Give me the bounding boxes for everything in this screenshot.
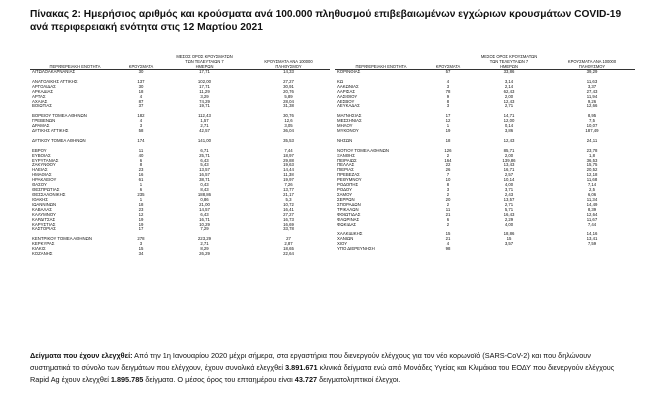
cases-value: 4 bbox=[446, 79, 450, 84]
per-100k-value: 27,43 bbox=[586, 89, 598, 94]
cases-value: 17 bbox=[138, 227, 144, 232]
avg-7d-value: 4,00 bbox=[504, 183, 514, 188]
table-row bbox=[30, 252, 330, 257]
avg-header-line2: ΤΩΝ ΤΕΛΕΥΤΑΙΩΝ 7 bbox=[489, 59, 529, 64]
avg-7d-value: 139,86 bbox=[502, 158, 516, 163]
cases-value: 2 bbox=[446, 202, 450, 207]
per-100k-value: 14,44 bbox=[283, 168, 294, 173]
avg-7d-value: 3,29 bbox=[200, 94, 209, 99]
region-name: ΒΟΡΕΙΟΥ ΤΟΜΕΑ ΑΘΗΝΩΝ bbox=[32, 114, 87, 119]
cases-value: 19 bbox=[445, 129, 451, 134]
region-name: ΖΑΚΥΝΘΟΥ bbox=[32, 163, 56, 168]
cases-value: 19 bbox=[138, 222, 144, 227]
cases-value: 61 bbox=[138, 178, 144, 183]
per-100k-value: 9,26 bbox=[587, 99, 597, 104]
region-name: ΕΒΡΟΥ bbox=[32, 148, 47, 153]
per-100k-value: 14,49 bbox=[586, 202, 598, 207]
cases-value: 34 bbox=[138, 252, 144, 257]
per-100k-value: 2,5 bbox=[589, 188, 595, 193]
region-name: ΚΕΡΚΥΡΑΣ bbox=[32, 242, 55, 247]
avg-header-line2: ΤΩΝ ΤΕΛΕΥΤΑΙΩΝ 7 bbox=[185, 59, 224, 64]
avg-7d-value: 11,29 bbox=[199, 89, 210, 94]
region-name: ΓΡΕΒΕΝΩΝ bbox=[32, 119, 56, 124]
per-100k-value: 11,67 bbox=[586, 217, 598, 222]
avg-7d-value: 14,57 bbox=[199, 207, 210, 212]
region-name: ΑΡΤΑΣ bbox=[32, 94, 46, 99]
region-name: ΚΕΝΤΡΙΚΟΥ ΤΟΜΕΑ ΑΘΗΝΩΝ bbox=[32, 237, 92, 242]
region-name: ΛΕΣΒΟΥ bbox=[337, 99, 355, 104]
region-name: ΠΕΛΛΑΣ bbox=[337, 163, 355, 168]
region-name: ΔΥΤΙΚΗΣ ΑΤΤΙΚΗΣ bbox=[32, 129, 69, 134]
per-100k-value: 11,34 bbox=[586, 197, 598, 202]
region-name: ΙΩΑΝΝΙΝΩΝ bbox=[32, 202, 57, 207]
region-name: ΑΙΤΩΛΟΑΚΑΡΝΑΝΙΑΣ bbox=[32, 69, 76, 74]
left-table bbox=[30, 54, 330, 257]
cases-value: 57 bbox=[445, 69, 451, 74]
region-name: ΚΑΛΥΜΝΟΥ bbox=[32, 212, 56, 217]
avg-header-line1: ΜΕΣΟΣ ΟΡΟΣ ΚΡΟΥΣΜΑΤΩΝ bbox=[480, 54, 538, 59]
region-name: ΡΟΔΟΠΗΣ bbox=[337, 183, 359, 188]
page-title: Πίνακας 2: Ημερήσιος αριθμός και κρούσματα ανά 100.000 πληθυσμού επιβεβαιωμένων εγχώριων κρουσμάτων COVID-19 ανά περιφερειακή ενότητα στις 12 Μαρτίου 2021 bbox=[30, 9, 622, 33]
cases-value: 2 bbox=[446, 192, 450, 197]
cases-value: 23 bbox=[138, 207, 144, 212]
region-name: ΕΥΡΥΤΑΝΙΑΣ bbox=[32, 158, 59, 163]
avg-7d-value: 16,71 bbox=[199, 217, 210, 222]
per-100k-value: 36,53 bbox=[586, 158, 598, 163]
region-name: ΧΙΟΥ bbox=[337, 242, 348, 247]
per-100k-value: 7,59 bbox=[587, 242, 597, 247]
cases-value: 278 bbox=[137, 237, 145, 242]
cases-value: 126 bbox=[444, 148, 452, 153]
per-100k-value: 14,33 bbox=[283, 69, 294, 74]
tests-lead: Δείγματα που έχουν ελεγχθεί: bbox=[30, 351, 133, 360]
avg-7d-value: 74,29 bbox=[199, 99, 210, 104]
avg-7d-value: 19,71 bbox=[199, 104, 210, 109]
right-table bbox=[335, 54, 635, 252]
cases-value: 9 bbox=[446, 94, 450, 99]
avg-7d-value: 3,71 bbox=[504, 188, 514, 193]
per-header-line2: ΠΛΗΘΥΣΜΟΥ bbox=[247, 64, 330, 70]
region-name: ΠΡΕΒΕΖΑΣ bbox=[337, 173, 360, 178]
region-name: ΛΕΥΚΑΔΑΣ bbox=[337, 104, 360, 109]
cases-value: 3 bbox=[446, 84, 450, 89]
per-100k-value: 3,05 bbox=[284, 124, 293, 129]
region-name: ΦΘΙΩΤΙΔΑΣ bbox=[337, 212, 361, 217]
cases-value: 6 bbox=[446, 217, 450, 222]
rapid-tests-count: 1.895.785 bbox=[110, 374, 144, 384]
region-name: ΧΑΛΚΙΔΙΚΗΣ bbox=[337, 232, 363, 237]
per-100k-value: 20,52 bbox=[586, 168, 598, 173]
avg-7d-value: 3,86 bbox=[504, 129, 514, 134]
region-name: ΗΜΑΘΙΑΣ bbox=[32, 173, 52, 178]
region-name: ΔΡΑΜΑΣ bbox=[32, 124, 50, 129]
cases-value: 20 bbox=[445, 197, 451, 202]
cases-value: 98 bbox=[445, 247, 451, 252]
region-name: ΝΟΤΙΟΥ ΤΟΜΕΑ ΑΘΗΝΩΝ bbox=[337, 148, 389, 153]
region-name: ΚΟΡΙΝΘΙΑΣ bbox=[337, 69, 361, 74]
per-100k-value: 16,69 bbox=[283, 222, 294, 227]
per-100k-value: 36,04 bbox=[283, 129, 294, 134]
cases-value: 6 bbox=[139, 188, 143, 193]
region-name: ΚΙΛΚΙΣ bbox=[32, 247, 46, 252]
avg-7d-value: 6,43 bbox=[200, 158, 209, 163]
per-100k-value: 6,06 bbox=[587, 192, 597, 197]
cases-value: 6 bbox=[139, 158, 143, 163]
cases-value: 1 bbox=[139, 197, 143, 202]
pe-header: ΠΕΡΙΦΕΡΕΙΑΚΗ ΕΝΟΤΗΤΑ bbox=[30, 64, 120, 70]
tests-paragraph bbox=[30, 350, 620, 385]
per-100k-value: 10,72 bbox=[283, 202, 294, 207]
per-100k-value: 1,8 bbox=[589, 153, 595, 158]
avg-7d-value: 26,29 bbox=[199, 252, 210, 257]
avg-7d-value: 2,00 bbox=[504, 153, 514, 158]
avg-7d-value: 3,14 bbox=[504, 79, 514, 84]
region-name: ΘΑΣΟΥ bbox=[32, 183, 47, 188]
avg-7d-value: 12,43 bbox=[503, 138, 515, 143]
region-name: ΙΘΑΚΗΣ bbox=[32, 197, 48, 202]
cases-value: 23 bbox=[138, 168, 144, 173]
per-100k-value: 29,88 bbox=[283, 158, 294, 163]
avg-7d-value: 102,00 bbox=[197, 79, 212, 84]
avg-7d-value: 5,43 bbox=[200, 163, 209, 168]
per-100k-value: 11,63 bbox=[586, 79, 598, 84]
avg-7d-value: 10,14 bbox=[503, 178, 515, 183]
cases-value: 2 bbox=[446, 153, 450, 158]
region-name: ΠΙΕΡΙΑΣ bbox=[337, 168, 354, 173]
cases-value: 7 bbox=[446, 173, 450, 178]
cases-header: ΚΡΟΥΣΜΑΤΑ bbox=[427, 64, 469, 70]
avg-7d-value: 141,00 bbox=[197, 138, 212, 143]
cases-value: 10 bbox=[445, 178, 451, 183]
avg-7d-value: 16,71 bbox=[503, 168, 515, 173]
avg-header-line3: ΗΜΕΡΩΝ bbox=[469, 64, 549, 70]
avg-7d-value: 7,29 bbox=[200, 227, 209, 232]
avg-7d-value bbox=[469, 247, 549, 252]
per-header-line1: ΚΡΟΥΣΜΑΤΑ ΑΝΑ 100000 bbox=[567, 59, 617, 64]
tests-text-2: κλινικά δείγματα ενώ από Μονάδες Υγείας και Κλιμάκια του ΕΟΔΥ που διενεργούν ελέγχους Rapid Ag έχουν ελεγχθεί bbox=[30, 362, 615, 384]
per-100k-value: 27,27 bbox=[283, 212, 294, 217]
cases-value: 30 bbox=[138, 84, 144, 89]
per-100k-value: 12,66 bbox=[586, 104, 598, 109]
cases-value: 182 bbox=[137, 114, 145, 119]
region-name: ΥΠΟ ΔΙΕΡΕΥΝΗΣΗ bbox=[337, 247, 375, 252]
cases-value: 4 bbox=[139, 119, 143, 124]
avg-7d-value: 17,71 bbox=[199, 84, 210, 89]
per-100k-value: 21,17 bbox=[283, 192, 294, 197]
per-100k-value: 27 bbox=[286, 237, 291, 242]
avg-7d-value: 13,57 bbox=[503, 197, 515, 202]
avg-7d-value: 6,71 bbox=[200, 148, 209, 153]
per-100k-value: 7,5 bbox=[589, 119, 595, 124]
avg-7d-value: 2,71 bbox=[200, 242, 209, 247]
region-name: ΑΡΚΑΔΙΑΣ bbox=[32, 89, 54, 94]
avg-header-line1: ΜΕΣΟΣ ΟΡΟΣ ΚΡΟΥΣΜΑΤΩΝ bbox=[176, 54, 233, 59]
per-100k-value: 16,73 bbox=[283, 217, 294, 222]
per-100k-value: 8,39 bbox=[587, 207, 597, 212]
cases-value: 21 bbox=[445, 212, 451, 217]
pe-header: ΠΕΡΙΦΕΡΕΙΑΚΗ ΕΝΟΤΗΤΑ bbox=[335, 64, 427, 70]
per-header-line2: ΠΛΗΘΥΣΜΟΥ bbox=[549, 64, 635, 70]
cases-value: 2 bbox=[446, 222, 450, 227]
cases-value: 3 bbox=[446, 188, 450, 193]
region-name: ΔΥΤΙΚΟΥ ΤΟΜΕΑ ΑΘΗΝΩΝ bbox=[32, 138, 86, 143]
avg-7d-value: 12,00 bbox=[503, 119, 515, 124]
cases-value: 12 bbox=[138, 212, 144, 217]
cases-value: 11 bbox=[138, 148, 144, 153]
region-name: ΡΟΔΟΥ bbox=[337, 188, 352, 193]
per-100k-value: 7,26 bbox=[284, 183, 293, 188]
per-100k-value: 23,78 bbox=[586, 148, 598, 153]
region-name: ΤΡΙΚΑΛΩΝ bbox=[337, 207, 359, 212]
avg-7d-value: 2,71 bbox=[200, 124, 209, 129]
cases-value: 18 bbox=[445, 138, 451, 143]
per-100k-value: 31,38 bbox=[283, 104, 294, 109]
cases-value: 15 bbox=[138, 247, 144, 252]
cases-value: 164 bbox=[444, 158, 452, 163]
region-name: ΑΧΑΪΑΣ bbox=[32, 99, 48, 104]
table-row bbox=[335, 247, 635, 252]
per-100k-value: 5,3 bbox=[285, 197, 292, 202]
region-name: ΚΑΡΔΙΤΣΑΣ bbox=[32, 217, 56, 222]
region-name: ΜΗΛΟΥ bbox=[337, 124, 353, 129]
per-100k-value: 30,76 bbox=[283, 114, 294, 119]
clinical-samples-count: 3.891.671 bbox=[285, 362, 318, 372]
region-name: ΑΡΓΟΛΙΔΑΣ bbox=[32, 84, 56, 89]
per-100k-value: 12,64 bbox=[586, 212, 598, 217]
per-header-line1: ΚΡΟΥΣΜΑΤΑ ΑΝΑ 100000 bbox=[264, 59, 313, 64]
cases-value: 8 bbox=[446, 99, 450, 104]
avg-header-line3: ΗΜΕΡΩΝ bbox=[162, 64, 247, 70]
cases-value: 137 bbox=[137, 79, 145, 84]
avg-7d-value: 0,43 bbox=[200, 183, 209, 188]
region-name: ΜΑΓΝΗΣΙΑΣ bbox=[337, 114, 362, 119]
per-100k-value: 22,64 bbox=[283, 252, 294, 257]
per-100k-value: 7,44 bbox=[284, 148, 293, 153]
cases-header: ΚΡΟΥΣΜΑΤΑ bbox=[120, 64, 162, 70]
avg-7d-value: 3,57 bbox=[504, 242, 514, 247]
avg-7d-value: 4,00 bbox=[504, 222, 514, 227]
region-name: ΜΕΣΣΗΝΙΑΣ bbox=[337, 119, 362, 124]
region-name: ΚΑΒΑΛΑΣ bbox=[32, 207, 52, 212]
avg-7d-value: 2,43 bbox=[504, 192, 514, 197]
region-name: ΚΑΡΥΣΤΙΑΣ bbox=[32, 222, 56, 227]
per-100k-value: 13,41 bbox=[586, 237, 598, 242]
cases-value: 87 bbox=[138, 99, 144, 104]
region-name: ΛΑΚΩΝΙΑΣ bbox=[337, 84, 359, 89]
cases-value: 37 bbox=[138, 104, 144, 109]
cases-value: 235 bbox=[137, 192, 145, 197]
cases-value: 18 bbox=[138, 202, 144, 207]
region-name: ΝΗΣΩΝ bbox=[337, 138, 353, 143]
cases-value: 1 bbox=[139, 183, 143, 188]
per-100k-value: 11,94 bbox=[586, 94, 598, 99]
region-name: ΠΕΙΡΑΙΩΣ bbox=[337, 158, 357, 163]
per-100k-value: 8,95 bbox=[587, 114, 597, 119]
region-name: ΦΛΩΡΙΝΑΣ bbox=[337, 217, 360, 222]
cases-value: 4 bbox=[446, 242, 450, 247]
avg-7d-value: 2,71 bbox=[504, 202, 514, 207]
per-100k-value: 11,38 bbox=[283, 173, 294, 178]
region-name: ΗΡΑΚΛΕΙΟΥ bbox=[32, 178, 57, 183]
per-100k-value bbox=[549, 247, 635, 252]
per-100k-value: 12,18 bbox=[586, 173, 598, 178]
region-name: ΣΕΡΡΩΝ bbox=[337, 197, 355, 202]
avg-7d-value: 2,71 bbox=[504, 104, 514, 109]
avg-7d-value: 85,71 bbox=[503, 148, 515, 153]
region-name: ΣΠΟΡΑΔΩΝ bbox=[337, 202, 361, 207]
avg-7d-value: 1,57 bbox=[200, 119, 209, 124]
avg-7d-value: 2,29 bbox=[504, 217, 514, 222]
cases-value: 174 bbox=[137, 138, 145, 143]
region-name: ΛΑΡΙΣΑΣ bbox=[337, 89, 355, 94]
cases-value: 8 bbox=[446, 183, 450, 188]
region-name: ΘΕΣΠΡΩΤΙΑΣ bbox=[32, 188, 60, 193]
avg-7d-value: 0,86 bbox=[200, 197, 209, 202]
avg-7d-value: 16,57 bbox=[199, 173, 210, 178]
cases-value: 19 bbox=[138, 217, 144, 222]
region-name: ΜΥΚΟΝΟΥ bbox=[337, 129, 359, 134]
region-name: ΛΑΣΙΘΙΟΥ bbox=[337, 94, 358, 99]
per-100k-value: 11,68 bbox=[586, 178, 598, 183]
per-100k-value: 35,53 bbox=[283, 138, 294, 143]
per-100k-value: 3,37 bbox=[587, 84, 597, 89]
cases-value: 8 bbox=[139, 163, 143, 168]
region-name: ΡΕΘΥΜΝΟΥ bbox=[337, 178, 362, 183]
per-100k-value: 33,78 bbox=[283, 227, 294, 232]
avg-7d-value: 188,86 bbox=[197, 192, 212, 197]
per-100k-value: 30,91 bbox=[283, 84, 294, 89]
avg-7d-value: 14,71 bbox=[503, 114, 515, 119]
region-name: ΚΟΖΑΝΗΣ bbox=[32, 252, 53, 257]
cases-value: 16 bbox=[138, 173, 144, 178]
avg-7d-value: 33,86 bbox=[503, 69, 515, 74]
avg-7d-value: 12,43 bbox=[503, 99, 515, 104]
avg-7d-value: 13,57 bbox=[199, 168, 210, 173]
tests-text-3: δείγματα. Ο μέσος όρος του επταημέρου είναι bbox=[143, 374, 295, 384]
per-100k-value: 7,14 bbox=[587, 183, 597, 188]
cases-value: 26 bbox=[445, 168, 451, 173]
avg-7d-value: 2,14 bbox=[504, 84, 514, 89]
cases-value: 3 bbox=[139, 242, 143, 247]
region-name: ΑΝΑΤΟΛΙΚΗΣ ΑΤΤΙΚΗΣ bbox=[32, 79, 78, 84]
cases-value: 18 bbox=[138, 89, 144, 94]
avg-7d-value: 13,43 bbox=[503, 163, 515, 168]
avg-7d-value: 223,29 bbox=[197, 237, 212, 242]
avg-7d-value: 112,43 bbox=[198, 114, 211, 119]
per-100k-value: 20,76 bbox=[283, 89, 294, 94]
per-100k-value: 7,44 bbox=[587, 222, 597, 227]
cases-value: 21 bbox=[445, 237, 451, 242]
per-100k-value: 10,07 bbox=[586, 124, 598, 129]
cases-value: 4 bbox=[139, 94, 143, 99]
per-100k-value: 27,27 bbox=[283, 79, 294, 84]
per-100k-value: 28,04 bbox=[283, 99, 294, 104]
region-name: ΞΑΝΘΗΣ bbox=[337, 153, 355, 158]
cases-value: 58 bbox=[138, 129, 144, 134]
region-name: ΚΑΣΤΟΡΙΑΣ bbox=[32, 227, 56, 232]
cases-value: 30 bbox=[138, 69, 144, 74]
per-100k-value: 187,49 bbox=[585, 129, 599, 134]
cases-value: 22 bbox=[445, 163, 451, 168]
avg-7d-value: 2,57 bbox=[504, 173, 514, 178]
per-100k-value: 15,75 bbox=[586, 163, 598, 168]
per-100k-value: 2,87 bbox=[284, 242, 293, 247]
avg-7d-value: 16,43 bbox=[503, 212, 515, 217]
per-100k-value: 18,65 bbox=[283, 247, 294, 252]
avg-7d-value: 0,14 bbox=[504, 124, 514, 129]
per-100k-value: 19,97 bbox=[283, 178, 294, 183]
cases-value: 11 bbox=[445, 207, 451, 212]
avg-7d-value: 6,43 bbox=[200, 212, 209, 217]
per-100k-value: 18,97 bbox=[283, 153, 294, 158]
region-name: ΣΑΜΟΥ bbox=[337, 192, 353, 197]
avg-7d-value: 5,71 bbox=[504, 207, 514, 212]
per-100k-value: 19,63 bbox=[283, 163, 294, 168]
avg-7d-value: 17,71 bbox=[199, 69, 210, 74]
per-100k-value: 13,77 bbox=[283, 188, 294, 193]
cases-value: 78 bbox=[445, 89, 451, 94]
avg-7d-value: 42,57 bbox=[199, 129, 210, 134]
cases-value: 3 bbox=[446, 104, 450, 109]
per-100k-value: 14,16 bbox=[586, 232, 598, 237]
tests-text-4: δειγματοληπτικοί έλεγχοι. bbox=[317, 374, 401, 384]
cases-value: 12 bbox=[445, 119, 451, 124]
avg-7d-value: 8,29 bbox=[200, 247, 209, 252]
cases-value: 40 bbox=[138, 153, 144, 158]
region-name: ΘΕΣΣΑΛΟΝΙΚΗΣ bbox=[32, 192, 66, 197]
tests-text-1: Από την 1η Ιανουαρίου 2020 μέχρι σήμερα, στα εργαστήρια που διενεργούν ελέγχους για τον νέο κορωνοϊό (SARS-CoV-2) και που δηλώνουν συστηματικά το σύνολο των δειγμάτων που ελέγχουν, έχουν συνολικά ελεγχθεί bbox=[30, 351, 591, 372]
cases-value: 1 bbox=[446, 124, 450, 129]
per-100k-value: 12,6 bbox=[284, 119, 293, 124]
avg-7d-value: 2,00 bbox=[504, 94, 514, 99]
region-name: ΗΛΕΙΑΣ bbox=[32, 168, 48, 173]
avg-7d-value: 15 bbox=[506, 237, 512, 242]
cases-value: 17 bbox=[445, 114, 451, 119]
region-name: ΧΑΝΙΩΝ bbox=[337, 237, 354, 242]
region-name: ΕΥΒΟΙΑΣ bbox=[32, 153, 51, 158]
cases-value: 3 bbox=[139, 124, 143, 129]
per-100k-value: 24,11 bbox=[586, 138, 598, 143]
avg-7d-value: 18,86 bbox=[503, 232, 515, 237]
cases-value: 15 bbox=[445, 232, 451, 237]
region-name: ΒΟΙΩΤΙΑΣ bbox=[32, 104, 52, 109]
avg-7d-value: 8,43 bbox=[200, 188, 209, 193]
per-100k-value: 39,29 bbox=[586, 69, 598, 74]
region-name: ΦΩΚΙΔΑΣ bbox=[337, 222, 357, 227]
avg-7d-value: 62,43 bbox=[503, 89, 515, 94]
avg-7d-value: 25,71 bbox=[199, 153, 210, 158]
per-100k-value: 5,89 bbox=[284, 94, 293, 99]
avg-7d-value: 10,29 bbox=[199, 222, 210, 227]
per-100k-value: 16,41 bbox=[283, 207, 294, 212]
region-name: ΚΩ bbox=[337, 79, 344, 84]
avg-7d-value: 21,00 bbox=[199, 202, 210, 207]
avg-7d-value: 38,71 bbox=[199, 178, 210, 183]
weekly-average-count: 43.727 bbox=[294, 374, 318, 384]
